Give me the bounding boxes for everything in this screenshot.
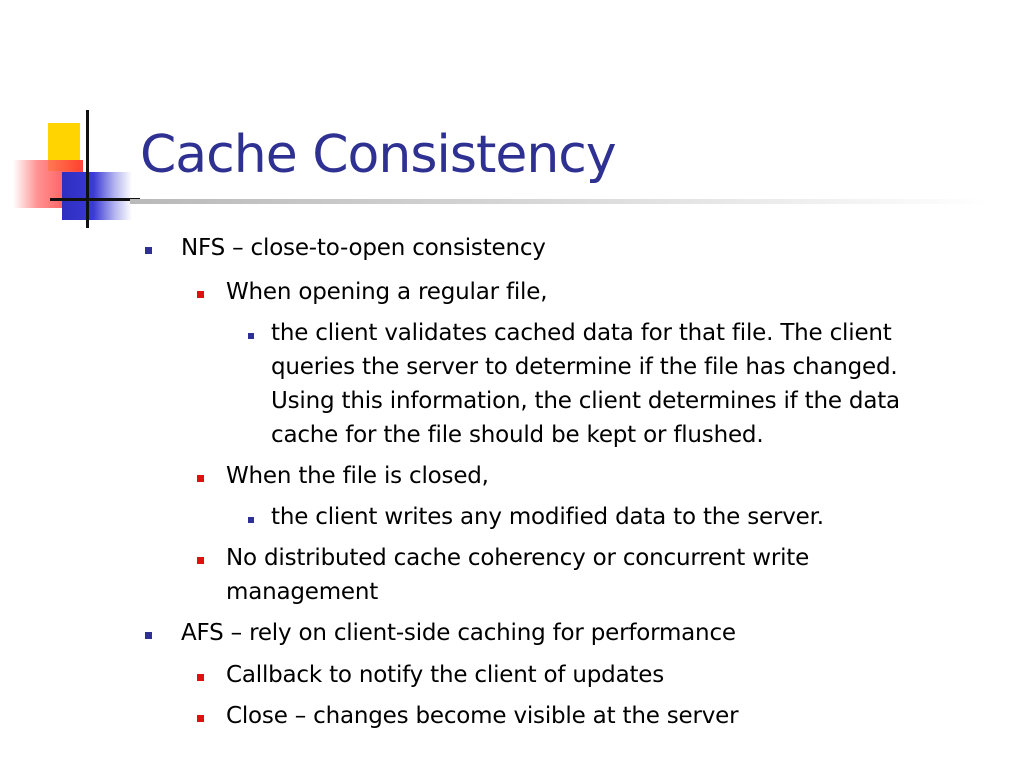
bullet-marker-level3 (248, 333, 254, 339)
bullet-marker-level2 (197, 475, 204, 482)
bullet-marker-level2 (197, 715, 204, 722)
bullet-marker-level2 (197, 557, 204, 564)
bullet-level3-validate-line4: cache for the file should be kept or flushed. (271, 422, 764, 448)
bullet-marker-level1 (145, 247, 152, 254)
bullet-level1-nfs: NFS – close-to-open consistency (181, 235, 546, 261)
title-underline (130, 199, 990, 204)
bullet-marker-level2 (197, 674, 204, 681)
bullet-level2-no-coherency-line1: No distributed cache coherency or concurrent write (226, 545, 810, 571)
bullet-marker-level3 (248, 517, 254, 523)
bullet-level3-writes: the client writes any modified data to the server. (271, 504, 824, 530)
logo-blue-square (62, 172, 132, 220)
bullet-level3-validate-line3: Using this information, the client determines if the data (271, 388, 900, 414)
bullet-marker-level1 (145, 632, 152, 639)
bullet-level2-closed: When the file is closed, (226, 463, 489, 489)
bullet-level2-no-coherency-line2: management (226, 579, 379, 605)
bullet-level2-callback: Callback to notify the client of updates (226, 662, 665, 688)
logo-vertical-line (86, 110, 89, 228)
bullet-level2-close-visible: Close – changes become visible at the server (226, 703, 739, 729)
slide-title: Cache Consistency (140, 125, 616, 185)
bullet-level1-afs: AFS – rely on client-side caching for performance (181, 620, 736, 646)
bullet-level2-opening: When opening a regular file, (226, 279, 548, 305)
bullet-level3-validate-line1: the client validates cached data for that file. The client (271, 320, 892, 346)
bullet-marker-level2 (197, 291, 204, 298)
bullet-level3-validate-line2: queries the server to determine if the file has changed. (271, 354, 898, 380)
logo-horizontal-line (50, 198, 140, 201)
